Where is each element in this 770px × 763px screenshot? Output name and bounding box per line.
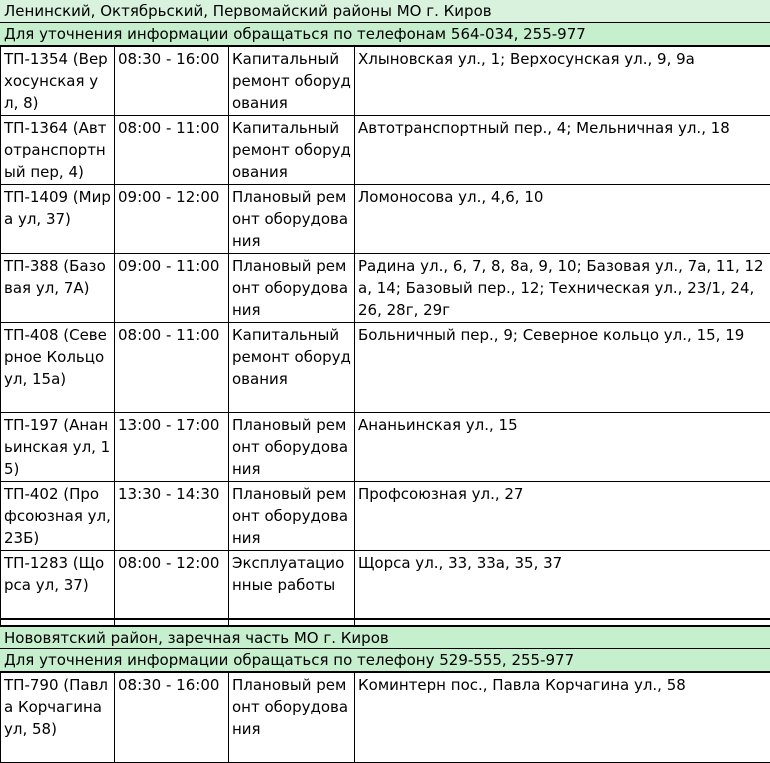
- time-cell: 13:00 - 17:00: [115, 413, 229, 482]
- table-row: [1, 47, 770, 116]
- time-cell: 08:30 - 16:00: [115, 47, 229, 116]
- table-row: [1, 413, 770, 482]
- section-title: Ленинский, Октябрьский, Первомайский районы МО г. Киров: [0, 0, 770, 23]
- substation-cell: ТП-408 (Северное Кольцо ул, 15а): [1, 323, 115, 413]
- time-cell: 08:00 - 11:00: [115, 116, 229, 185]
- work-type-cell: Капитальный ремонт оборудования: [229, 47, 355, 116]
- substation-cell: ТП-1409 (Мира ул, 37): [1, 185, 115, 254]
- time-cell: 08:00 - 12:00: [115, 551, 229, 619]
- address-cell: Хлыновская ул., 1; Верхосунская ул., 9, 9а: [355, 47, 770, 116]
- work-type-cell: Капитальный ремонт оборудования: [229, 116, 355, 185]
- outage-table: [0, 46, 770, 619]
- table-row: [1, 482, 770, 551]
- substation-cell: ТП-388 (Базовая ул, 7А): [1, 254, 115, 323]
- time-cell: 09:00 - 12:00: [115, 185, 229, 254]
- table-row: [1, 551, 770, 619]
- substation-cell: ТП-197 (Ананьинская ул, 15): [1, 413, 115, 482]
- section-contact: Для уточнения информации обращаться по телефону 529-555, 255-977: [0, 649, 770, 672]
- time-cell: 09:00 - 11:00: [115, 254, 229, 323]
- work-type-cell: Плановый ремонт оборудования: [229, 673, 355, 763]
- address-cell: Профсоюзная ул., 27: [355, 482, 770, 551]
- work-type-cell: Плановый ремонт оборудования: [229, 482, 355, 551]
- address-cell: Автотранспортный пер., 4; Мельничная ул., 18: [355, 116, 770, 185]
- table-row: [1, 673, 770, 763]
- substation-cell: ТП-1354 (Верхосунская ул, 8): [1, 47, 115, 116]
- section-contact: Для уточнения информации обращаться по телефонам 564-034, 255-977: [0, 23, 770, 46]
- address-cell: Больничный пер., 9; Северное кольцо ул., 15, 19: [355, 323, 770, 413]
- time-cell: 08:30 - 16:00: [115, 673, 229, 763]
- work-type-cell: Капитальный ремонт оборудования: [229, 323, 355, 413]
- time-cell: 08:00 - 11:00: [115, 323, 229, 413]
- time-cell: 13:30 - 14:30: [115, 482, 229, 551]
- table-row: [1, 116, 770, 185]
- substation-cell: ТП-1364 (Автотранспортный пер, 4): [1, 116, 115, 185]
- table-row: [1, 185, 770, 254]
- section-title: Нововятский район, заречная часть МО г. Киров: [0, 626, 770, 649]
- address-cell: Коминтерн пос., Павла Корчагина ул., 58: [355, 673, 770, 763]
- address-cell: Щорса ул., 33, 33а, 35, 37: [355, 551, 770, 619]
- work-type-cell: Эксплуатационные работы: [229, 551, 355, 619]
- table-row: [1, 323, 770, 413]
- work-type-cell: Плановый ремонт оборудования: [229, 185, 355, 254]
- address-cell: Радина ул., 6, 7, 8, 8а, 9, 10; Базовая ул., 7а, 11, 12а, 14; Базовый пер., 12; Техническая ул., 23/1, 24, 26, 28г, 29г: [355, 254, 770, 323]
- work-type-cell: Плановый ремонт оборудования: [229, 413, 355, 482]
- outage-table: [0, 672, 770, 763]
- table-row: [1, 254, 770, 323]
- separator: [0, 619, 770, 626]
- substation-cell: ТП-790 (Павла Корчагина ул, 58): [1, 673, 115, 763]
- work-type-cell: Плановый ремонт оборудования: [229, 254, 355, 323]
- substation-cell: ТП-402 (Профсоюзная ул, 23Б): [1, 482, 115, 551]
- substation-cell: ТП-1283 (Щорса ул, 37): [1, 551, 115, 619]
- address-cell: Ананьинская ул., 15: [355, 413, 770, 482]
- address-cell: Ломоносова ул., 4,6, 10: [355, 185, 770, 254]
